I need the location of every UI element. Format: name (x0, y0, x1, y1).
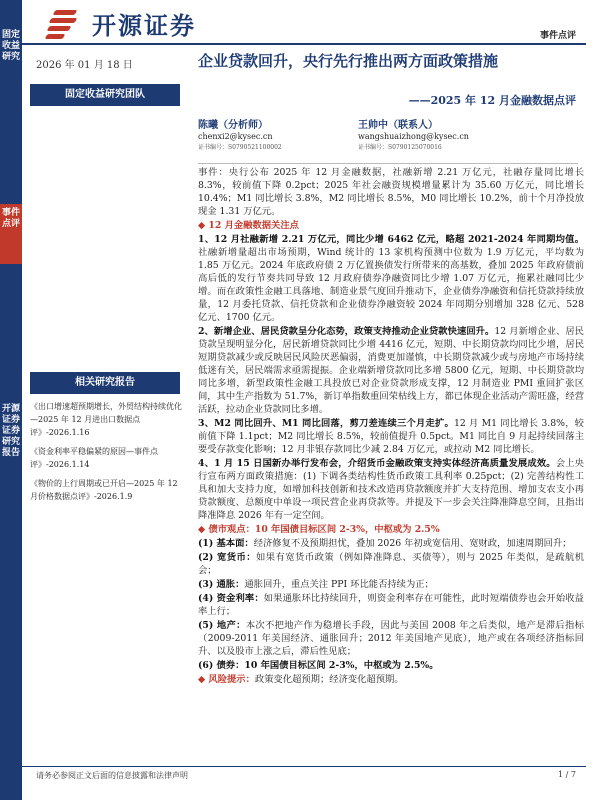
view-1: (1) 基本面：经济修复不及预期担忧，叠加 2026 年初或宽信用、宽财政，加速周期回升； (198, 538, 572, 549)
author-name: 陈曦（分析师） (198, 120, 268, 131)
author-cert: 证书编号：S0790125070016 (358, 144, 442, 151)
footer-disclaimer: 请务必参阅正文后面的信息披露和法律声明 (36, 771, 188, 780)
author-email[interactable]: wangshuaizhong@kysec.cn (358, 132, 469, 141)
point-3: 3、M2 同比回升、M1 同比回落，剪刀差连续三个月走扩。12 月 M1 同比增长 3.8%，较前值下降 1.1pct；M2 同比增长 8.5%，较前值提升 0.5pct。M1 同比自 9 月起持续回落主要受存款变化影响；12 月非银存款同比少减 2.84 万亿元，或拉动 M2 同比增长。 (198, 418, 584, 455)
page-title: 企业贷款回升，央行先行推出两方面政策措施 (198, 52, 499, 70)
brand-logo (46, 6, 196, 41)
header-divider (22, 43, 586, 45)
point-2: 2、新增企业、居民贷款呈分化态势，政策支持推动企业贷款快速回升。12 月新增企业、居民贷款呈现明显分化，居民新增贷款同比少增 4416 亿元，短期、中长期贷款均同比少增，居民短期贷款减少或反映居民风险厌恶偏弱，消费更加谨慎，中长期贷款减少或与房地产市场持续低迷有关，居民端需求亟需提振。企业端新增贷款同比多增 5800 亿元，短期、中长期贷款均同比多增，新型政策性金融工具投放已对企业贷款形成支撑，12 月制造业 PMI 重回扩张区间，其中生产指数为 51.7%，新订单指数重回荣枯线上方，都已体现企业活动产需旺盛，经营活跃，拉动企业贷款同比多增。 (198, 326, 584, 415)
left-sidebar-strip (0, 0, 22, 800)
report-body (198, 166, 584, 687)
side-label-mid: 事件点评 (1, 208, 20, 229)
page-subtitle: ——2025 年 12 月金融数据点评 (408, 94, 576, 107)
related-reports-list (30, 400, 185, 509)
author-block (198, 120, 578, 164)
point-1: 1、12 月社融新增 2.21 万亿元，同比少增 6462 亿元，略超 2021-2024 年同期均值。社融新增量超出市场预期，Wind 统计的 13 家机构预测中位数为 1.9 万亿元，平均数为 1.85 万亿元。2024 年底政府债 2 万亿置换债发行所带来的高基数，叠加 2025 年政府债前高后低的发行节奏共同导致 12 月政府债券净融资同比少增 1.07 万亿元，拖累社融同比少增。而在政策性金融工具落地、制造业景气度回升推动下，企业债券净融资和信托贷款持续放量，12 月委托贷款、信托贷款和企业债券净融资较 2024 年同期分别增加 328 亿元、528 亿元、1700 亿元。 (198, 234, 584, 323)
risk-warning: ◆ 风险提示：政策变化超预期；经济变化超预期。 (198, 674, 404, 685)
report-date: 2026 年 01 月 18 日 (36, 60, 133, 71)
author-1 (198, 120, 282, 153)
author-2 (358, 120, 469, 153)
footer-divider (22, 766, 586, 767)
view-6: (6) 债券：10 年国债目标区间 2-3%，中枢或为 2.5%。 (198, 660, 439, 671)
event-paragraph: 事件：央行公布 2025 年 12 月金融数据，社融新增 2.21 万亿元，社融存量同比增长 8.3%，较前值下降 0.2pct；2025 年社会融资规模增量累计为 35.60 万亿元，同比增长 10.4%；M1 同比增长 3.8%，M2 同比增长 8.5%，M0 同比增长 10.2%，前十个月净投放现金 1.31 万亿元。 (198, 167, 584, 217)
view-2: (2) 宽货币：如果有宽货币政策（例如降准降息、买债等），则与 2025 年类似，是疏航机会； (198, 552, 584, 576)
team-label: 固定收益研究团队 (30, 84, 180, 106)
point-4: 4、1 月 15 日国新办举行发布会，介绍货币金融政策支持实体经济高质量发展成效。会上央行宣布两方面政策措施：(1) 下调各类结构性货币政策工具利率 0.25pct；(2) 完善结构性工具和加大支持力度，如增加科技创新和技术改造再贷款额度并扩大支持范围、增加支农支小再贷款额度、总额度中单设一项民营企业再贷款等。并提及下一步会关注降准降息空间，且指出降准降息 2026 年有一定空间。 (198, 458, 584, 521)
side-label-top: 固定收益研究 (1, 30, 20, 62)
report-type: 事件点评 (539, 31, 576, 41)
brand-logo-mark-icon (46, 8, 84, 40)
bond-view-heading: ◆ 债市观点：10 年国债目标区间 2-3%，中枢或为 2.5% (198, 524, 440, 535)
related-reports-header: 相关研究报告 (30, 372, 180, 394)
page-header (22, 0, 600, 44)
author-cert: 证书编号：S0790521100002 (198, 144, 282, 151)
view-3: (3) 通胀：通胀回升，重点关注 PPI 环比能否持续为正； (198, 579, 434, 590)
view-5: (5) 地产：本次不把地产作为稳增长手段，因此与美国 2008 年之后类似，地产是滞后指标（2009-2011 年美国经济、通胀回升；2012 年美国地产见底），地产或在各项经济指标回升、以及股市上涨之后，滞后性见底； (198, 620, 584, 657)
related-report-link[interactable]: 《资金利率平稳偏紧的原因—事件点评》-2026.1.14 (30, 447, 158, 469)
related-report-link[interactable]: 《物价的上行周期或已开启—2025 年 12 月价格数据点评》-2026.1.9 (30, 479, 178, 501)
view-4: (4) 资金利率：如果通胀环比持续回升，则资金利率存在可能性，此时短端债券也会开始收益率上行； (198, 593, 584, 617)
focus-heading: ◆ 12 月金融数据关注点 (198, 220, 299, 231)
author-email[interactable]: chenxi2@kysec.cn (198, 132, 273, 141)
author-name: 王帅中（联系人） (358, 120, 438, 131)
page-number: 1 / 7 (558, 770, 576, 779)
related-report-link[interactable]: 《出口增速超预期增长，外贸结构持续优化—2025 年 12 月进出口数据点评》-2026.1.16 (30, 402, 182, 437)
side-label-bottom: 开源证券 证券研究报告 (1, 404, 20, 458)
brand-name: 开源证券 (92, 12, 196, 40)
